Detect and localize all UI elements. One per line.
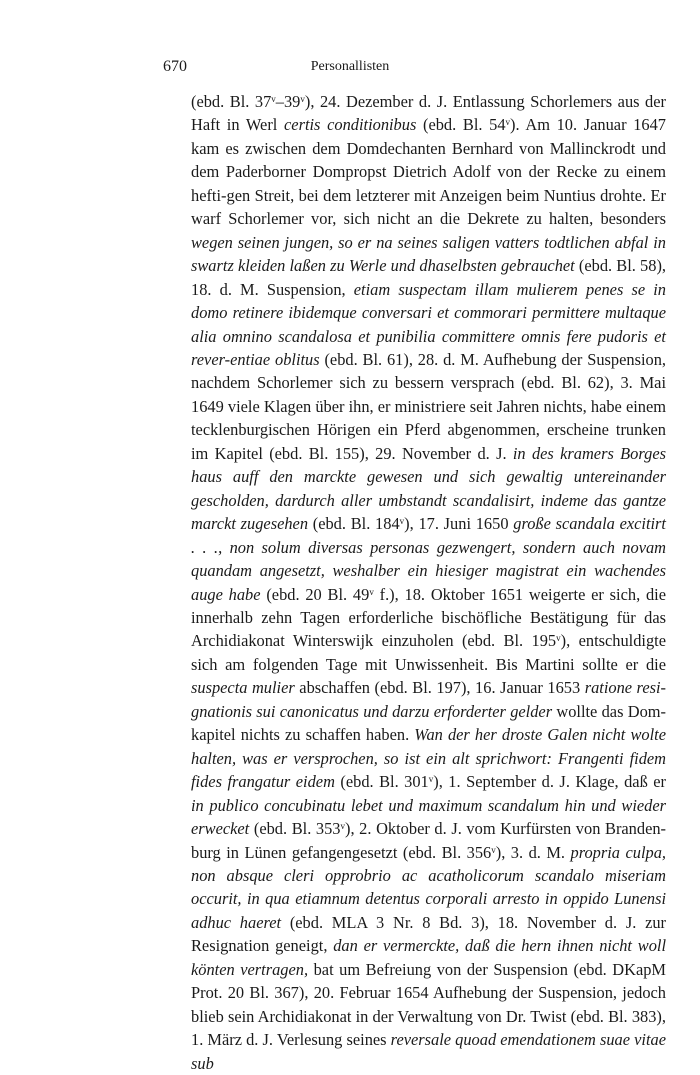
folio-verso-marker: v: [369, 586, 374, 597]
page-number: 670: [163, 58, 187, 75]
folio-verso-marker: v: [340, 821, 345, 832]
text-run: (ebd. Bl. 37: [191, 92, 272, 111]
italic-quotation: wegen seinen jungen, so er na seines saligen vatters todtlichen abfal in swartz kleiden laßen zu Werle und dhaselbsten gebrauchet: [191, 232, 666, 276]
text-run: (ebd. Bl. 58), 18. d. M. Suspension,: [191, 256, 667, 299]
text-run: f.), 18. Oktober 1651 weigerte er sich, die innerhalb zehn Tagen erforderliche bischöfliche Bestätigung für das Archidiakonat Winterswijk einzuholen (ebd. Bl. 195: [191, 584, 666, 651]
text-run: ). Am 10. Januar 1647 kam es zwischen dem Domdechanten Bernhard von Mallinckrodt und dem Paderborner Dompropst Dietrich Adolf von der Recke zu einem hefti-gen Streit, bei dem letzterer mit Anzeigen beim Nuntius drohte. Er warf Schorlemer vor, sich nicht an die Dekrete zu halten, besonders: [191, 115, 666, 229]
text-run: –39: [275, 92, 301, 111]
text-run: (ebd. 20 Bl. 49: [260, 584, 370, 604]
text-run: bat um Befreiung von der Suspension (ebd. DKapM Prot. 20 Bl. 367), 20. Februar 1654 Aufhebung der Suspension, jedoch blieb sein Archidiakonat in der Verwaltung von Dr. Twist (ebd. Bl. 383), 1. März d. J. Verlesung seines: [191, 959, 667, 1050]
folio-verso-marker: v: [491, 844, 496, 855]
italic-quotation: suspecta mulier: [191, 678, 295, 698]
running-head: Personallisten: [310, 59, 390, 74]
text-run: (ebd. Bl. 184: [308, 514, 400, 534]
italic-quotation: in publico concubinatu lebet und maximum scandalum hin und wieder erwecket: [191, 795, 666, 839]
folio-verso-marker: v: [271, 94, 276, 104]
folio-verso-marker: v: [505, 117, 511, 128]
italic-quotation: propria culpa, non absque cleri opprobrio ac acatholicorum scandalo miseriam occurit, in qua etiamnum detentus corporali arresto in oppido Lunensi adhuc haeret: [191, 842, 666, 932]
text-run: ), 24. Dezember d. J. Entlassung Schorlemers aus der Haft in Werl: [191, 92, 666, 135]
italic-quotation: certis conditionibus: [284, 115, 417, 135]
italic-quotation: etiam suspectam illam mulierem penes se in domo retinere ibidemque conversari et commorari permittere multaque alia omnino scandalosa et punibilia committere omnis fere pudoris et rever-entiae oblitus: [191, 279, 667, 369]
folio-verso-marker: v: [399, 516, 405, 527]
folio-verso-marker: v: [300, 94, 305, 104]
text-run: (ebd. Bl. 61), 28. d. M. Aufhebung der Suspension, nachdem Schorlemer sich zu bessern versprach (ebd. Bl. 62), 3. Mai 1649 viele Klagen über ihn, er ministriere seit Jahren nichts, habe einem tecklenburgischen Hörigen ein Pferd abgenommen, erscheine trunken im Kapitel (ebd. Bl. 155), 29. November d. J.: [191, 349, 666, 463]
text-run: (ebd. Bl. 301: [334, 772, 429, 792]
italic-quotation: in des kramers Borges haus auff den marckte gewesen und sich gewaltig untereinander gescholden, dardurch aller umbstandt scandalisirt, indeme das gantze marckt zugesehen: [191, 443, 666, 534]
text-run: ), 17. Juni 1650: [404, 514, 514, 534]
body-text: [191, 90, 666, 1075]
text-run: (ebd. MLA 3 Nr. 8 Bd. 3), 18. November d. J. zur Resignation geneigt,: [191, 912, 666, 956]
text-run: ), 3. d. M.: [495, 842, 571, 862]
folio-verso-marker: v: [428, 774, 434, 785]
italic-quotation: reversale quoad emendationem suae vitae sub: [191, 1030, 666, 1073]
text-run: (ebd. Bl. 353: [249, 819, 341, 839]
italic-quotation: dan er vermerckte, daß die hern ihnen nicht woll könten vertragen,: [191, 936, 667, 979]
text-run: ), 1. September d. J. Klage, daß er: [433, 772, 666, 792]
text-run: ), entschuldigte sich am folgenden Tage mit Unwissenheit. Bis Martini sollte er die: [191, 631, 666, 674]
folio-verso-marker: v: [556, 633, 561, 644]
body-paragraph: [191, 90, 666, 1075]
italic-quotation: ratione resi-gnationis sui canonicatus und darzu erforderter gelder: [191, 678, 666, 721]
page-header: [0, 58, 700, 82]
text-run: ), 2. Oktober d. J. vom Kurfürsten von Branden-burg in Lünen gefangengesetzt (ebd. Bl. 356: [191, 819, 666, 862]
italic-quotation: Wan der her droste Galen nicht wolte halten, was er versprochen, so ist ein alt sprichwort: Frangenti fidem fides frangatur eidem: [191, 725, 666, 792]
text-run: abschaffen (ebd. Bl. 197), 16. Januar 1653: [294, 678, 585, 698]
text-run: (ebd. Bl. 54: [416, 115, 506, 135]
text-run: wollte das Dom-kapitel nichts zu schaffen haben.: [191, 701, 666, 745]
italic-quotation: große scandala excitirt . . ., non solum diversas personas gezwengert, sondern auch novam quandam angesetzt, weshalber ein hiesiger magistrat ein wachendes auge habe: [191, 514, 666, 604]
